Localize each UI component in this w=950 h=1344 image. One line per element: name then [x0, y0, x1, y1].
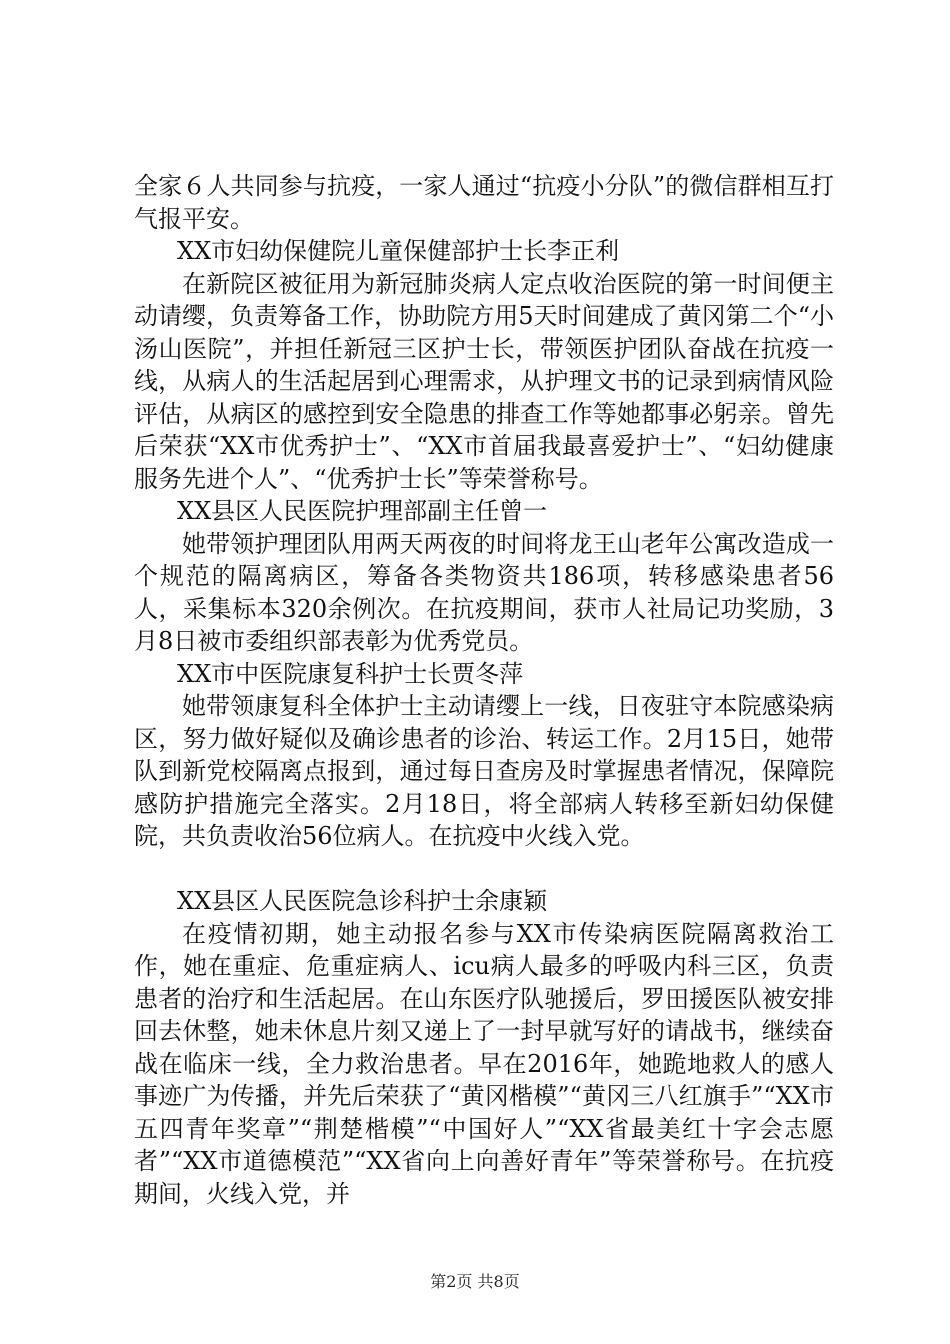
- section-heading-zeng-yi: XX县区人民医院护理部副主任曾一: [177, 497, 548, 525]
- section-body-jia-dongping: 她带领康复科全体护士主动请缨上一线，日夜驻守本院感染病区，努力做好疑似及确诊患者的诊治、转运工作。2月15日，她带队到新党校隔离点报到，通过每日查房及时掌握患者情况，保障院感防护措施完全落实。2月18日，将全部病人转移至新妇幼保健院，共负责收治56位病人。在抗疫中火线入党。: [134, 692, 834, 850]
- document-body: [134, 170, 834, 1210]
- section-heading-yu-kangying: XX县区人民医院急诊科护士余康颖: [177, 887, 548, 915]
- paragraph-spacer: [134, 853, 834, 886]
- intro-paragraph: 全家６人共同参与抗疫，一家人通过“抗疫小分队”的微信群相互打气报平安。: [134, 172, 834, 233]
- section-body-li-zhengli: 在新院区被征用为新冠肺炎病人定点收治医院的第一时间便主动请缨，负责筹备工作，协助院方用5天时间建成了黄冈第二个“小汤山医院”，并担任新冠三区护士长，带领医护团队奋战在抗疫一线，从病人的生活起居到心理需求，从护理文书的记录到病情风险评估，从病区的感控到安全隐患的排查工作等她都事必躬亲。曾先后荣获“XX市优秀护士”、“XX市首届我最喜爱护士”、“妇幼健康服务先进个人”、“优秀护士长”等荣誉称号。: [134, 269, 834, 493]
- section-body-zeng-yi: 她带领护理团队用两天两夜的时间将龙王山老年公寓改造成一个规范的隔离病区，筹备各类物资共186项，转移感染患者56人，采集标本320余例次。在抗疫期间，获市人社局记功奖励，3月8日被市委组织部表彰为优秀党员。: [134, 529, 834, 655]
- section-heading-jia-dongping: XX市中医院康复科护士长贾冬萍: [177, 659, 524, 688]
- section-heading-li-zhengli: XX市妇幼保健院儿童保健部护士长李正利: [177, 237, 620, 265]
- section-body-yu-kangying: 在疫情初期，她主动报名参与XX市传染病医院隔离救治工作，她在重症、危重症病人、icu病人最多的呼吸内科三区，负责患者的治疗和生活起居。在山东医疗队驰援后，罗田援医队被安排回去休整，她未休息片刻又递上了一封早就写好的请战书，继续奋战在临床一线，全力救治患者。早在2016年，她跪地救人的感人事迹广为传播，并先后荣获了“黄冈楷模”“黄冈三八红旗手”“XX市五四青年奖章”“荆楚楷模”“中国好人”“XX省最美红十字会志愿者”“XX市道德模范”“XX省向上向善好青年”等荣誉称号。在抗疫期间，火线入党，并: [134, 919, 834, 1208]
- page-number-footer: 第2页 共8页: [430, 1272, 520, 1291]
